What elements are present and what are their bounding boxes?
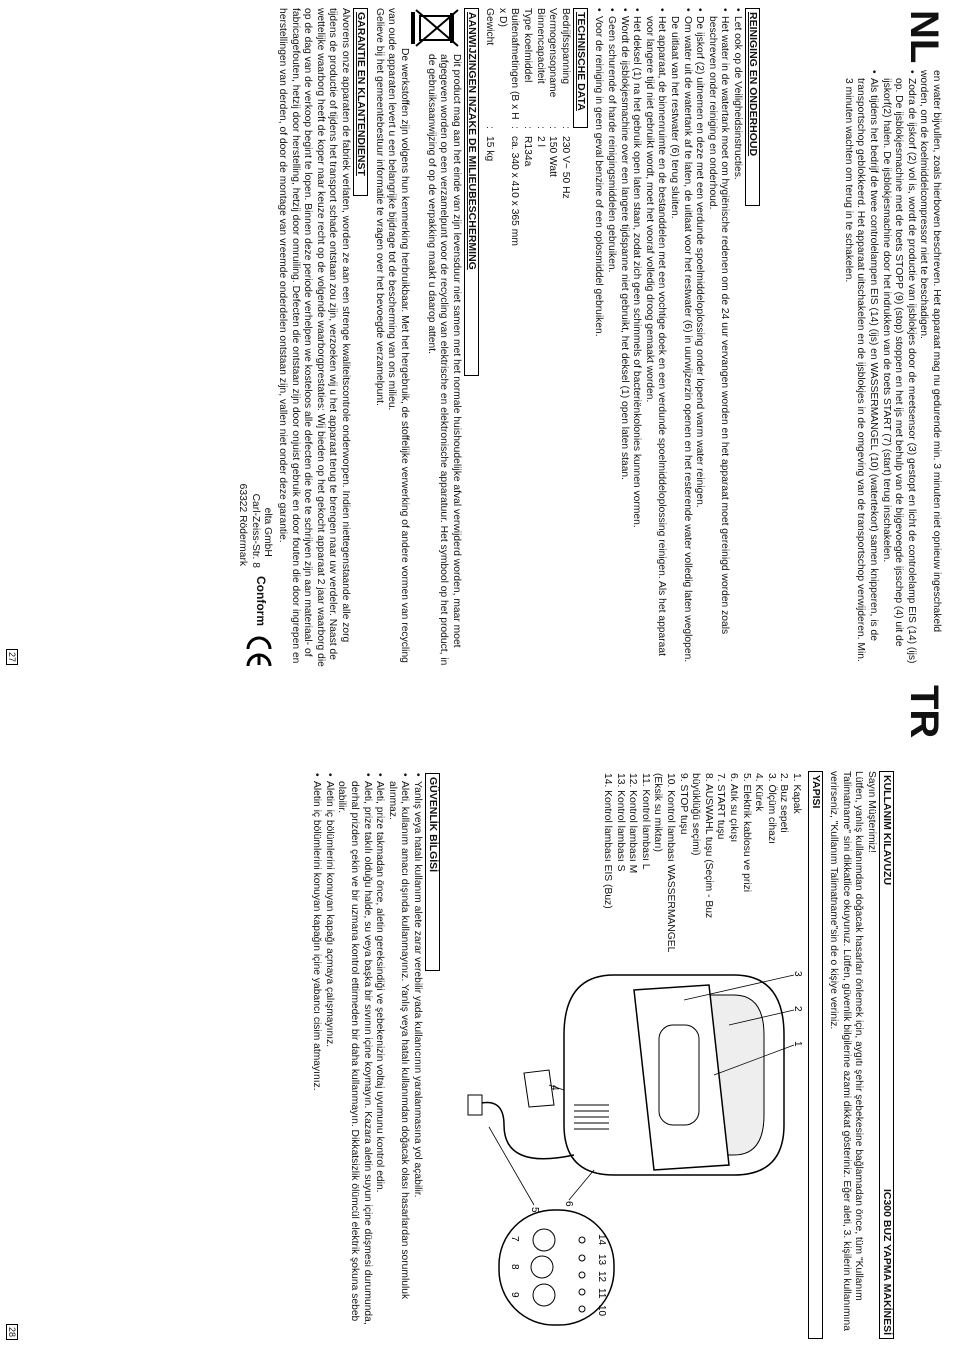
part-item: 1. Kapak (791, 773, 802, 814)
nl-cleaning-item: • Let ook op de Veiligheidsinstructies. (730, 8, 743, 670)
nl-cleaning-item: • Het apparaat, de binnenruimte en de bestanddelen met een vochtige doek en een verdunde spoelmiddeloplossing reinigen. Als het apparaat voor langere tijd niet gebruikt wordt, moet het vooraf volledig droog gemaakt worden. (642, 8, 667, 670)
nl-env-heading: AANWIJZINGEN INZAKE DE MILIEUBESCHERMING (464, 8, 479, 376)
nl-cleaning-list (592, 8, 743, 670)
tr-safety-heading: GÜVENLİK BİLGİSİ (425, 773, 440, 971)
safety-item: • Aleti, kullanım amacı dışında kullanmayınız. Yanlış veya hatalı kullanımdan doğacak olası hasarlardan sorumluluk alınmaz. (385, 773, 410, 1339)
part-item: 5. Elektrik kablosu ve prizi (740, 773, 752, 893)
tr-greeting: Sayın Müşterimiz! (866, 771, 877, 853)
nl-env-text: Dit product mag aan het einde van zijn levensduur niet samen met het normale huishoudelijke afval verwijderd worden, maar moet afgegeven worden op een verzamelpunt voor de recycling van elektrische en elektronische apparatuur. Het symbool op het product, in de gebruiksaanwijzing of op de verpakking maakt u daarop attent. (425, 54, 462, 666)
spec-row: Buitenafmetingen (B x H x D) : ca. 340 x 410 x 365 mm (495, 8, 520, 670)
nl-tech-heading: TECHNISCHE DATA (573, 8, 588, 128)
safety-item: • Aleti, prize takmadan önce, aletin gereksindiği ve şebekenizin voltaj uyumunu kontrol edin. (373, 773, 386, 1339)
page-number-tr: 28 (6, 1324, 18, 1340)
power-plug (468, 1095, 482, 1115)
nl-intro: en water bijvullen, zoals hierboven beschreven. Het apparaat mag nu gedurende min. 3 minuten niet opnieuw ingeschakeld worden, om de koelmiddelcompressor niet te beschadigen. (918, 70, 942, 633)
nl-bullet-ice-full: • Zodra de ijskorf (2) vol is, wordt de productie van ijsblokjes door de meetsensor (3) gestopt en licht de controlelamp EIS (14) (ijs) op. De ijsblokjesmachine met de toets STOPP (9) (stop) stoppen en het ijs met behulp van de bijgevoegde ijsschep (4) uit de ijskorf(2) halen. De ijsblokjesmachine door het indrukken van de toets START (7) (start) terug inschakelen. (879, 70, 917, 670)
diagram-label-9: 9 (509, 1292, 520, 1298)
spec-value: 2 l (534, 136, 546, 147)
diagram-label-14: 14 (596, 1234, 607, 1246)
diagram-label-13: 13 (596, 1254, 607, 1266)
nl-cleaning-item: • Om water uit de watertank af te laten, de uitlaat voor het restwater (6) in uurwijzerzin openen en het resterende water volledig laten weglopen. De uitlaat van het restwater (6) terug sluiten. (667, 8, 692, 670)
part-item: 13. Kontrol lambası S (614, 773, 626, 872)
safety-item: • Aleti, prize takılı olduğu halde, su veya başka bir sıvının içine koymayın. Kazara aletin suyun içine düşmesi durumunda, derhal prizden çekin ve bir uzmana kontrol ettirmeden bir daha kullanmayın. Dikkatsizlik ölümcül elektrik şokuna sebeb olabilir. (335, 773, 373, 1339)
tr-structure-heading: YAPISI (808, 771, 823, 1339)
diagram-label-1: 1 (792, 1041, 803, 1047)
spec-value: 230 V~ 50 Hz (559, 136, 571, 199)
diagram-label-10: 10 (596, 1305, 607, 1317)
spec-label: Buitenafmetingen (B x H x D) (496, 8, 521, 120)
nl-env-text2: De werkstoffen zijn volgens hun kenmerking herbruikbaar. Met het hergebruik, de stoffelijke verwerking of andere vormen van recycling van oude apparaten levert u een belangrijke bijdrage tot de bescherming van ons milieu. (386, 8, 410, 663)
part-item: 14. Kontrol lambası EIS (Buz) (602, 773, 614, 909)
spec-label: Bedrijfsspanning (559, 8, 571, 85)
part-item: 6. Atık su çıkışı (728, 773, 740, 843)
language-label-tr: TR (902, 685, 946, 739)
nl-cleaning-heading: REINIGING EN ONDERHOUD (745, 8, 760, 206)
nl-cleaning-item: • Het water in de watertank moet om hygiënische redenen om de 24 uur vervangen worden en het apparaat moet gereinigd worden zoals beschreven onder reiniging en onderhoud. (705, 8, 730, 670)
nl-top-bullets (841, 70, 917, 670)
tr-intro: Lütfen, yanlış kullanımdan doğacak hasarları önlemek için, aygıtı şehir şebekesine bağlamadan önce, tüm "Kullanım Talimatname" sini dikkatlice okuyunuz. Lütfen, güvenlik bilgilerine azami dikkat gösteriniz. Eğer aleti, 3. kişilerin kullanımına verirseniz, "Kullanım Talimatname"sin de o kişiye veriniz. (828, 771, 865, 1331)
nl-cleaning-item: • Het deksel (1) na het gebruik open laten staan, zodat zich geen schimmels of bacteriënkolonies kunnen vormen. (630, 8, 643, 670)
safety-item: • Aletin iç bölümlerini konuyan kapağın içine yabancı cisim atmayınız. (310, 773, 323, 1339)
spec-label: Type koelmiddel (522, 8, 534, 83)
spec-value: 15 kg (484, 136, 496, 162)
nl-footer (236, 8, 274, 670)
spec-label: Vermogensopname (547, 8, 559, 98)
part-item: 2. Buz sepeti (778, 773, 790, 833)
diagram-label-4: 4 (549, 1085, 560, 1091)
power-cable (474, 1103, 574, 1159)
tr-safety (310, 773, 444, 1339)
diagram-label-8: 8 (509, 1264, 520, 1270)
lamp-eis (579, 1237, 585, 1243)
tr-product-title: IC300 BUZ YAPMA MAKİNESİ (881, 1188, 893, 1335)
diagram-label-11: 11 (596, 1288, 607, 1299)
part-item: 4. Kürek (753, 773, 765, 812)
tr-header (806, 771, 898, 1339)
nl-tech-specs (483, 8, 571, 670)
spec-row: Vermogensopname : 150 Watt (546, 8, 559, 670)
spec-row: Gewicht : 15 kg (483, 8, 496, 670)
spec-value: 150 Watt (547, 136, 559, 177)
diagram-label-5: 5 (529, 1207, 540, 1213)
spec-label: Binnencapaciteit (534, 8, 546, 84)
select-button (531, 1256, 553, 1278)
nl-main (236, 8, 764, 670)
nl-cleaning-item: • De ijskorf (2) uitnemen en deze met een verdunde spoelmiddeloplossing onder lopend warm water reinigen. (693, 8, 706, 670)
page-number-nl: 27 (6, 649, 18, 665)
spec-row: Type koelmiddel : R134a (521, 8, 534, 670)
diagram-label-3: 3 (792, 971, 803, 977)
diagram-label-6: 6 (563, 1201, 574, 1207)
spec-row: Bedrijfsspanning : 230 V~ 50 Hz (558, 8, 571, 670)
nl-warranty-heading: GARANTIE EN KLANTENDIENST (353, 8, 368, 196)
part-item: 3. Ölçüm cihazı (765, 773, 777, 844)
safety-item: • Aletin iç bölümlerini konuyan kapağı açmaya çalışmayınız. (322, 773, 335, 1339)
address-line: elta GmbH (262, 507, 274, 557)
nl-column (841, 70, 942, 670)
diagram-label-12: 12 (596, 1271, 607, 1283)
page-tr (0, 675, 954, 1350)
lamp-s (579, 1255, 585, 1261)
diagram-label-2: 2 (792, 1006, 803, 1012)
diagram-label-7: 7 (509, 1236, 520, 1242)
safety-item: • Yanlış veya hatalı kullanım alete zarar verebilir yada kullanıcının yaralanmasına yol açabilir. (410, 773, 423, 1339)
address-line: Carl-Zeiss-Str. 8 (249, 493, 261, 568)
tr-parts-list (601, 773, 803, 953)
lamp-m (579, 1272, 585, 1278)
start-button (533, 1229, 555, 1251)
language-label-nl: NL (902, 10, 946, 64)
part-item: 11. Kontrol lambası L (639, 773, 651, 870)
spec-row: Binnencapaciteit : 2 l (533, 8, 546, 670)
nl-env-text3: Gelieve bij het gemeentebestuur informatie te vragen over het bevoegde verzamelpunt. (373, 8, 385, 406)
tr-safety-list (310, 773, 423, 1339)
tr-manual-heading: KULLANIM KILAVUZU (881, 775, 893, 886)
spec-label: Gewicht (484, 8, 496, 46)
part-item: 7. START tuşu (715, 773, 727, 840)
conform-label: Conform (254, 576, 269, 626)
nl-bullet-blocked: • Als tijdens het bedrijf de twee controlelampen EIS (14) (ijs) en WASSERMANGEL (10) (watertekort) samen knipperen, is de transportschop geblokkeerd. Het apparaat uitschakelen en de ijsblokjes in de omgeving van de transportschop verwijderen. Min. 3 minuten wachten om terug in te schakelen. (841, 70, 879, 670)
nl-env-block (410, 8, 462, 670)
part-item: 9. STOP tuşu (677, 773, 689, 835)
nl-address (236, 484, 274, 568)
nl-warranty-text: Alvorens onze apparaten de fabriek verlaten, worden ze aan een strenge kwaliteitscontrole onderworpen. Indien niettegenstaande alle zorg tijdens de productie of tijdens het transport schade ontstaan zou zijn, verzoeken wij u het apparaat terug te brengen naar uw verdeler. Naast de wettelijke waarborg heeft de koper naar keuze recht op de volgende waarborgprestaties: Wij bieden op het gekocht apparaat 2 jaar waarborg die op de dag van de verkoop begint te lopen. Binnen deze periode verhelpen we kosteloos alle defecten die toe te schrijven zijn aan materiaal- of fabricagefouten, hetzij door herstelling, hetzij door omruiling. Defecten die ontstaan zijn door onjuist gebruik en door fouten die door ingrepen en herstellingen van derden, of door de montage van vreemde onderdelen ontstaan zijn, vallen niet onder deze garantie. (276, 8, 351, 667)
address-line: 63322 Rödermark (237, 483, 249, 567)
tr-manual-heading-box (879, 771, 894, 1339)
part-item: 12. Kontrol lambası M (627, 773, 639, 874)
tr-parts (601, 773, 803, 953)
lamp-l (579, 1289, 585, 1295)
part-item: 10. Kontrol lambası WASSERMANGEL (Eksik su miktarı) (652, 773, 677, 952)
stop-button (533, 1284, 555, 1306)
nl-cleaning-item: • Wordt de ijsblokjesmachine over een langere tijdspanne niet gebruikt, het deksel (1) open laten staan. (617, 8, 630, 670)
spec-value: ca. 340 x 410 x 365 mm (509, 136, 521, 246)
crossed-bin-icon (410, 8, 462, 48)
ice-maker-diagram (464, 955, 804, 1340)
part-item: 8. AUSWAHL tuşu (Seçim - Buz büyüklüğü seçimi) (690, 773, 714, 919)
nl-cleaning-item: • Geen schurende of harde reinigingsmiddelen gebruiken. (604, 8, 617, 670)
ce-mark-icon (245, 634, 273, 670)
lamp-wassermangel (579, 1306, 585, 1312)
spec-value: R134a (522, 136, 534, 167)
nl-cleaning-item: • Voor de reiniging in geen geval benzine of een oplosmiddel gebruiken. (592, 8, 605, 670)
lid-window (659, 1025, 699, 1125)
